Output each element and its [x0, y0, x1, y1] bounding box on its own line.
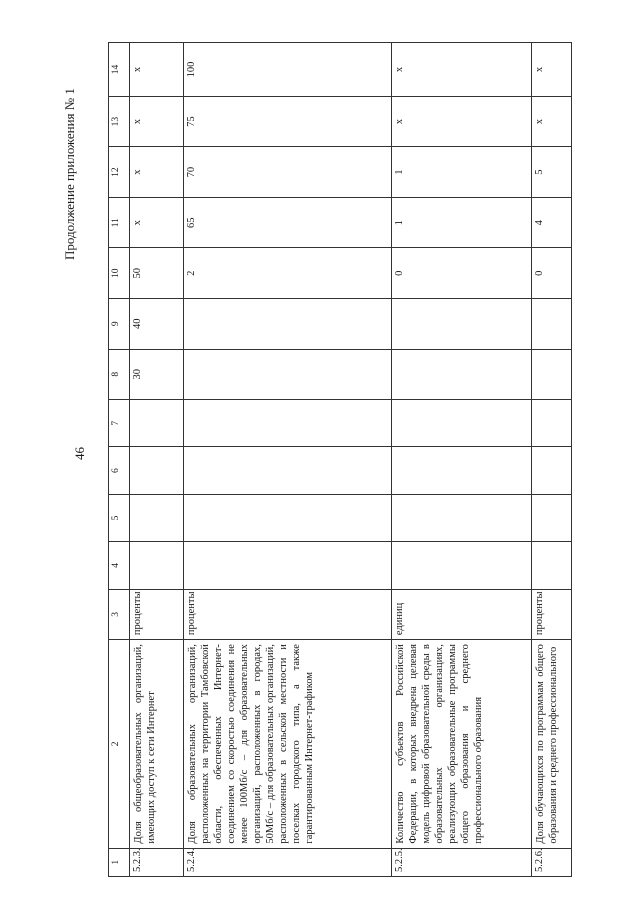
column-number: 9	[109, 299, 130, 350]
value-cell: х	[130, 96, 184, 147]
value-cell: 1	[392, 197, 532, 248]
column-number: 7	[109, 400, 130, 447]
value-cell	[184, 400, 392, 447]
indicator-number: 5.2.3.	[130, 848, 184, 876]
value-cell	[184, 299, 392, 350]
value-cell: х	[392, 43, 532, 97]
page-number: 46	[72, 447, 87, 460]
column-number: 10	[109, 248, 130, 299]
value-cell: 1	[392, 147, 532, 198]
value-cell	[392, 299, 532, 350]
value-cell: 100	[184, 43, 392, 97]
value-cell: х	[130, 197, 184, 248]
value-cell	[532, 494, 572, 541]
indicator-description: Доля общеобразовательных организаций, имеющих доступ к сети Интернет	[130, 640, 184, 848]
column-number: 8	[109, 349, 130, 400]
column-number: 2	[109, 640, 130, 848]
table-row	[130, 43, 184, 877]
value-cell: 0	[532, 248, 572, 299]
value-cell: х	[532, 96, 572, 147]
value-cell	[532, 299, 572, 350]
table-row	[532, 43, 572, 877]
value-cell	[392, 400, 532, 447]
value-cell	[392, 349, 532, 400]
column-number: 13	[109, 96, 130, 147]
value-cell	[392, 447, 532, 494]
value-cell	[532, 447, 572, 494]
value-cell	[130, 400, 184, 447]
value-cell: 65	[184, 197, 392, 248]
value-cell: х	[130, 43, 184, 97]
value-cell	[184, 447, 392, 494]
value-cell: 0	[392, 248, 532, 299]
column-number: 12	[109, 147, 130, 198]
value-cell	[392, 542, 532, 589]
value-cell	[130, 494, 184, 541]
value-cell: 70	[184, 147, 392, 198]
value-cell	[184, 542, 392, 589]
indicator-unit: проценты	[130, 589, 184, 640]
value-cell: х	[532, 43, 572, 97]
indicator-number: 5.2.6.	[532, 848, 572, 876]
indicator-unit: единиц	[392, 589, 532, 640]
value-cell: 2	[184, 248, 392, 299]
table-row	[184, 43, 392, 877]
column-number: 6	[109, 447, 130, 494]
indicator-unit: проценты	[532, 589, 572, 640]
value-cell	[130, 542, 184, 589]
column-number: 14	[109, 43, 130, 97]
value-cell	[184, 494, 392, 541]
indicator-unit: проценты	[184, 589, 392, 640]
column-number: 11	[109, 197, 130, 248]
value-cell	[532, 349, 572, 400]
value-cell: 50	[130, 248, 184, 299]
appendix-header: Продолжение приложения № 1	[62, 88, 77, 260]
value-cell: 40	[130, 299, 184, 350]
value-cell: х	[130, 147, 184, 198]
indicator-description: Доля образовательных организаций, расположенных на территории Тамбовской области, обеспеченных Интернет-соединением со скоростью соединения не менее 100Мб/c – для образовательных организаций, расположенных в городах, 50Мб/c – для образовательных организаций, расположенных в сельской местности и поселках городского типа, а также гарантированным Интернет-трафиком	[184, 640, 392, 848]
indicator-description: Количество субъектов Российской Федерации, в которых внедрена целевая модель цифровой образовательной среды в образовательных организациях, реализующих образовательные программы общего образования и среднего профессионального образования	[392, 640, 532, 848]
value-cell	[532, 542, 572, 589]
value-cell	[392, 494, 532, 541]
value-cell	[184, 349, 392, 400]
value-cell: х	[392, 96, 532, 147]
indicator-number: 5.2.4.	[184, 848, 392, 876]
column-number-row	[109, 43, 130, 877]
column-number: 4	[109, 542, 130, 589]
column-number: 3	[109, 589, 130, 640]
value-cell	[532, 400, 572, 447]
value-cell	[130, 447, 184, 494]
column-number: 5	[109, 494, 130, 541]
indicator-number: 5.2.5.	[392, 848, 532, 876]
value-cell: 30	[130, 349, 184, 400]
indicator-description: Доля обучающихся по программам общего образования и среднего профессионального	[532, 640, 572, 848]
table-row	[392, 43, 532, 877]
value-cell: 4	[532, 197, 572, 248]
value-cell: 75	[184, 96, 392, 147]
indicators-table	[108, 42, 572, 877]
column-number: 1	[109, 848, 130, 876]
value-cell: 5	[532, 147, 572, 198]
